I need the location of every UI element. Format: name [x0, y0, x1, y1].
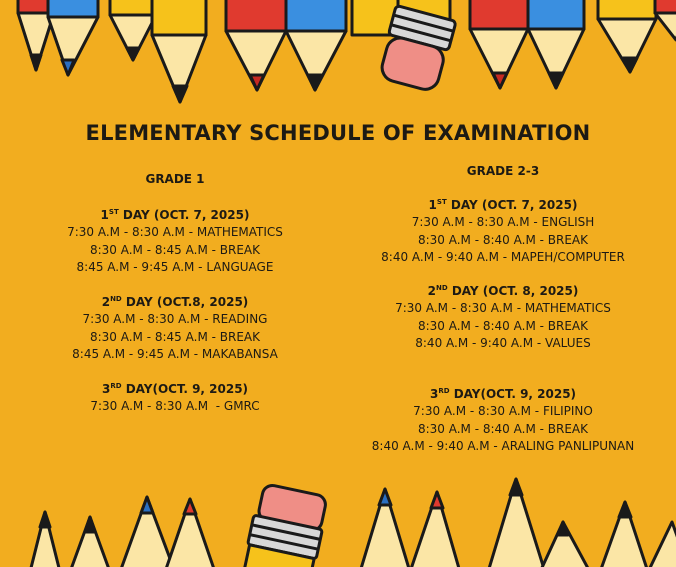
schedule-line: 8:30 A.M - 8:45 A.M - BREAK	[89, 242, 260, 257]
pencil-icon	[18, 0, 54, 70]
schedule-line: 7:30 A.M - 8:30 A.M - FILIPINO	[413, 404, 593, 418]
pencil-icon	[110, 0, 156, 60]
schedule-line: 8:40 A.M - 9:40 A.M - VALUES	[415, 336, 591, 350]
schedule-line: 8:45 A.M - 9:45 A.M - LANGUAGE	[76, 260, 274, 274]
top-pencil-border	[0, 0, 676, 110]
schedule-line: 8:30 A.M - 8:40 A.M - BREAK	[417, 318, 588, 333]
grade-2-3-schedule	[355, 163, 651, 472]
exam-day	[355, 197, 651, 267]
exam-day	[355, 283, 651, 353]
day-heading: 1ST DAY (OCT. 7, 2025)	[100, 207, 250, 222]
schedule-line: 7:30 A.M - 8:30 A.M - MATHEMATICS	[67, 225, 283, 239]
schedule-line: 8:40 A.M - 9:40 A.M - MAPEH/COMPUTER	[381, 250, 625, 264]
pencil-icon	[165, 499, 215, 567]
page-title: ELEMENTARY SCHEDULE OF EXAMINATION	[85, 121, 591, 145]
schedule-line: 8:30 A.M - 8:40 A.M - BREAK	[417, 232, 588, 247]
pencil-icon	[286, 0, 346, 90]
day-heading: 2ND DAY (OCT.8, 2025)	[101, 294, 249, 309]
pencil-icon	[540, 522, 590, 567]
pencil-icon	[120, 497, 175, 567]
exam-day	[355, 386, 651, 456]
schedule-line: 7:30 A.M - 8:30 A.M - ENGLISH	[411, 215, 595, 229]
pencil-icon	[152, 0, 206, 102]
pencil-icon	[226, 0, 286, 90]
day-heading: 3RD DAY(OCT. 9, 2025)	[101, 381, 249, 396]
pencil-icon	[528, 0, 584, 88]
schedule-line: 8:30 A.M - 8:40 A.M - BREAK	[417, 421, 588, 436]
pencil-icon	[70, 517, 110, 567]
grade-1-schedule	[40, 171, 310, 433]
eraser-icon	[241, 483, 329, 567]
grade-heading: GRADE 1	[145, 172, 205, 186]
schedule-line: 8:30 A.M - 8:45 A.M - BREAK	[89, 329, 260, 344]
schedule-line: 8:40 A.M - 9:40 A.M - ARALING PANLIPUNAN	[371, 439, 635, 453]
day-heading: 3RD DAY(OCT. 9, 2025)	[429, 386, 577, 401]
day-heading: 2ND DAY (OCT. 8, 2025)	[427, 283, 579, 298]
pencil-icon	[648, 522, 676, 567]
schedule-line: 8:45 A.M - 9:45 A.M - MAKABANSA	[72, 347, 278, 361]
pencil-icon	[598, 0, 656, 72]
pencil-icon	[30, 512, 60, 567]
pencil-icon	[488, 479, 545, 567]
pencil-icon	[470, 0, 528, 88]
exam-day	[40, 294, 310, 364]
schedule-line: 7:30 A.M - 8:30 A.M - MATHEMATICS	[395, 301, 611, 315]
eraser-icon	[352, 0, 456, 93]
bottom-pencil-border	[0, 477, 676, 567]
pencil-icon	[600, 502, 648, 567]
pencil-icon	[48, 0, 98, 75]
day-heading: 1ST DAY (OCT. 7, 2025)	[428, 197, 578, 212]
schedule-line: 7:30 A.M - 8:30 A.M - GMRC	[90, 399, 260, 413]
exam-day	[40, 207, 310, 277]
grade-heading: GRADE 2-3	[466, 164, 540, 178]
exam-day	[40, 381, 310, 416]
pencil-icon	[655, 0, 676, 40]
pencil-icon	[410, 492, 460, 567]
pencil-icon	[360, 489, 410, 567]
schedule-line: 7:30 A.M - 8:30 A.M - READING	[82, 312, 268, 326]
